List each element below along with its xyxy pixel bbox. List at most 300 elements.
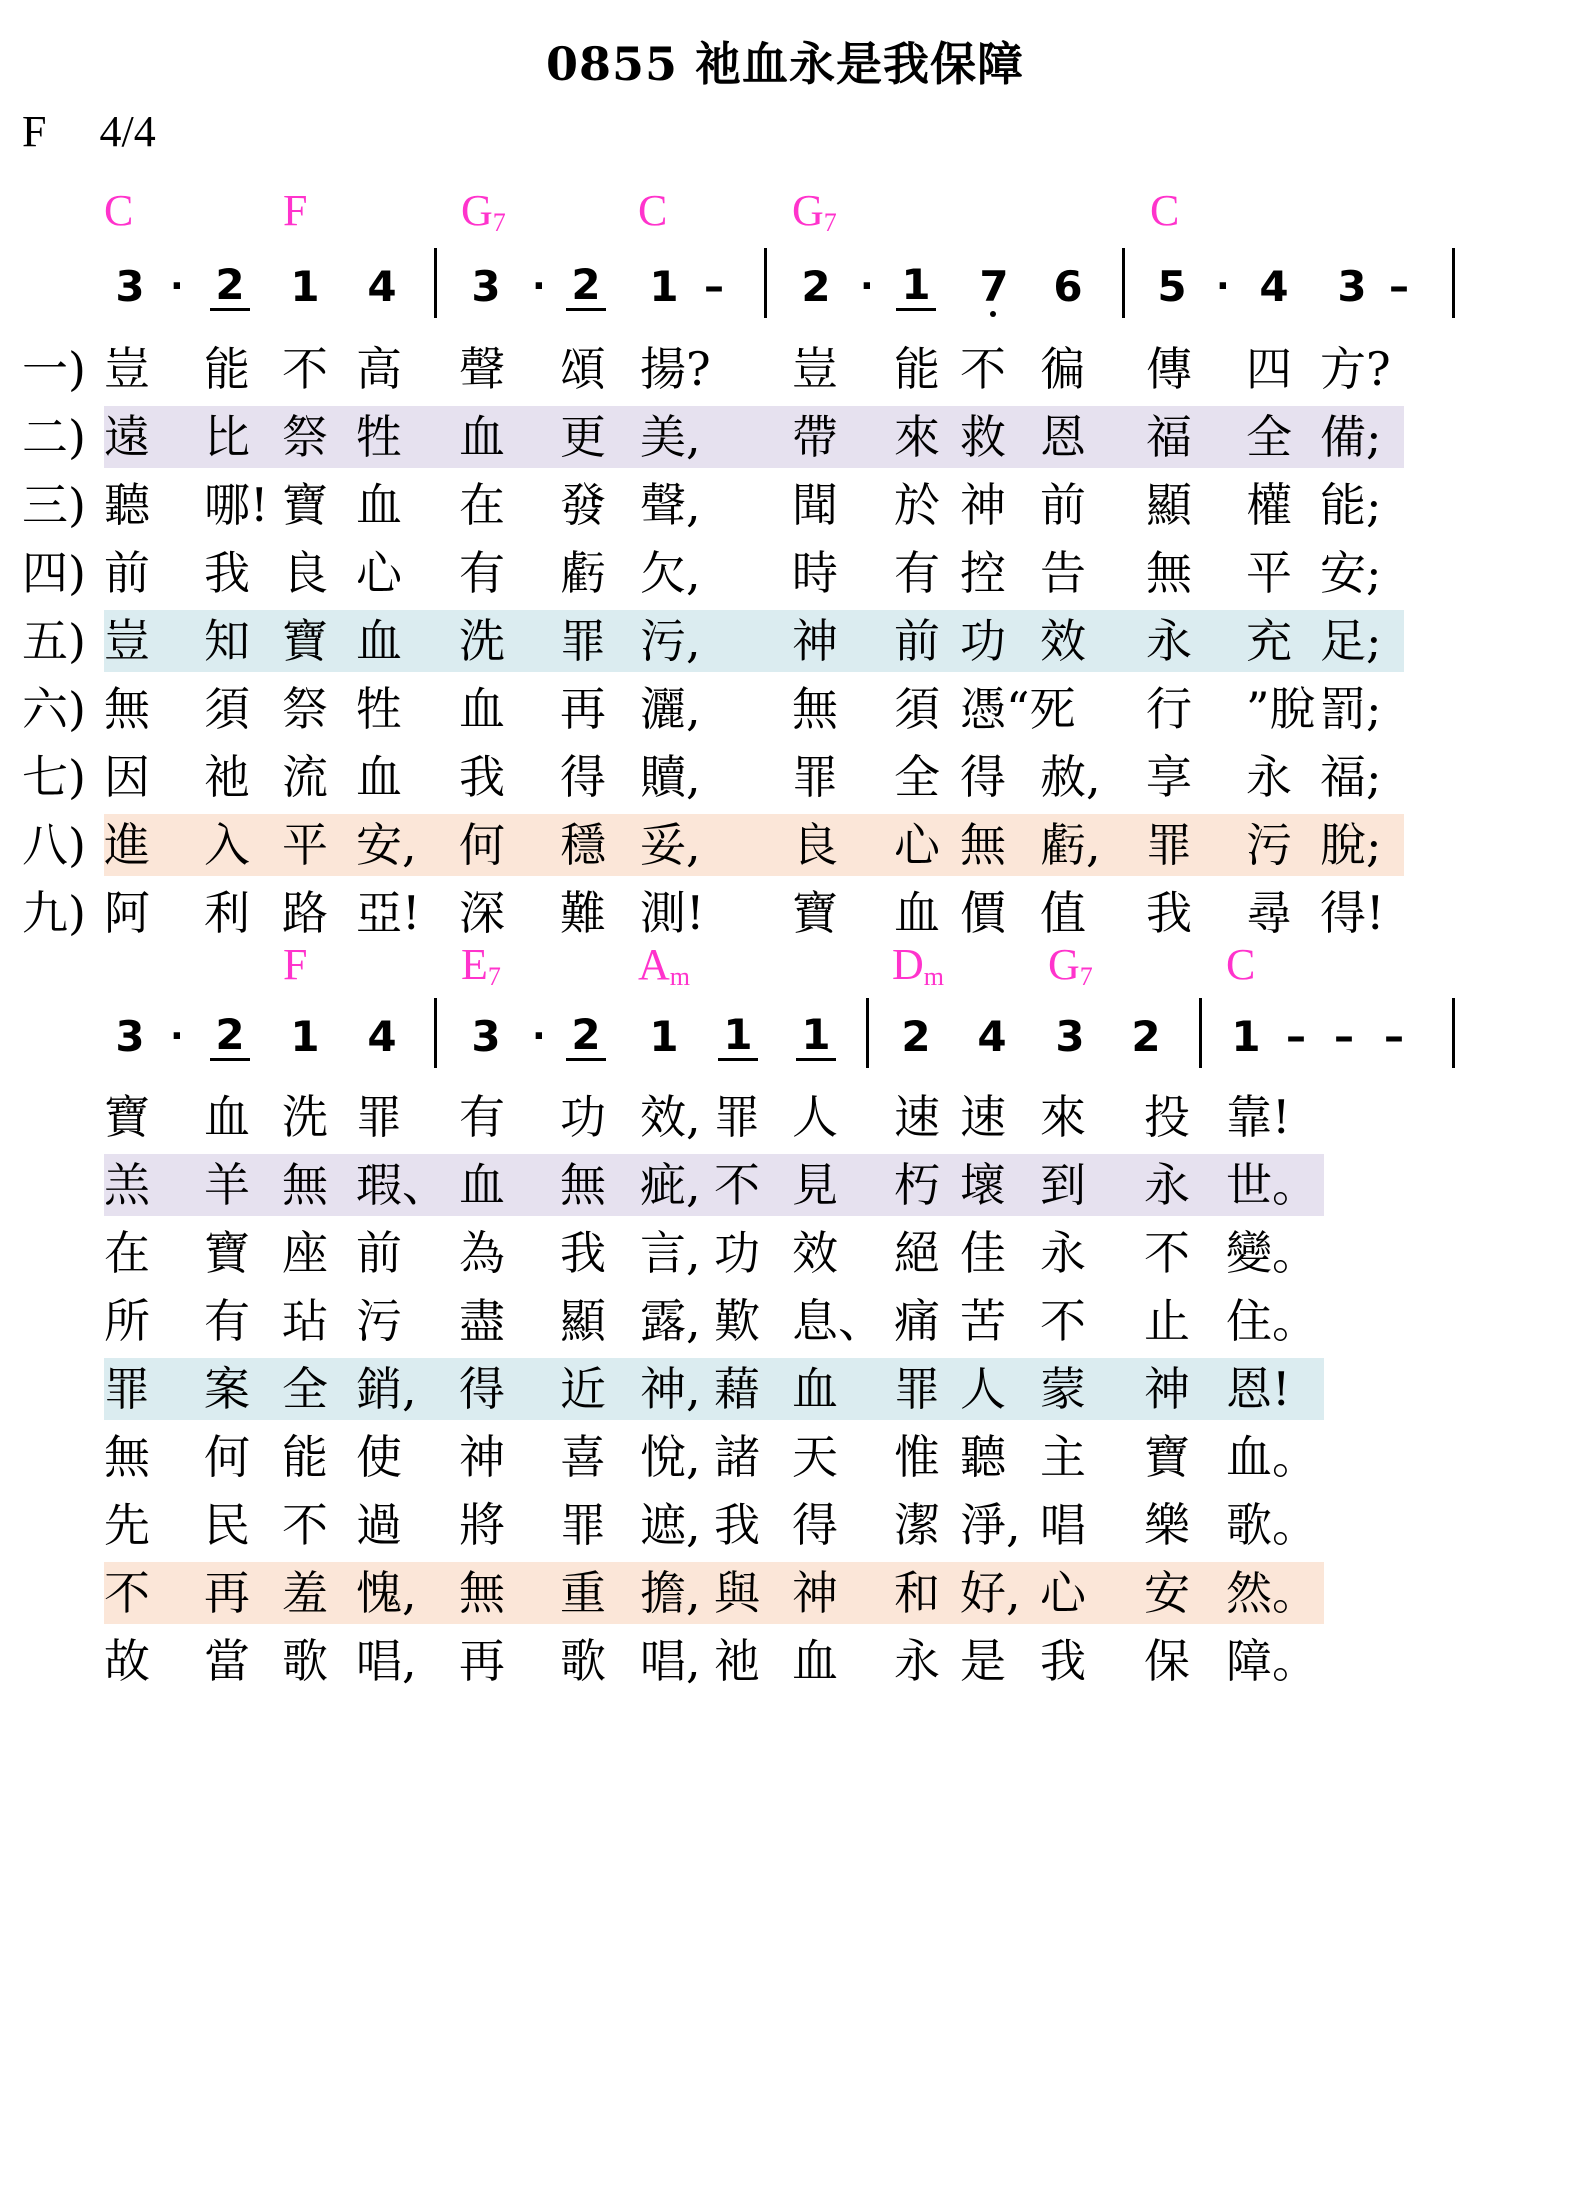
lyric-syllable: 良 bbox=[282, 546, 328, 600]
lyric-syllable: 有 bbox=[894, 546, 940, 600]
lyric-syllable: 和 bbox=[894, 1566, 940, 1620]
lyric-syllable: 寶 bbox=[282, 614, 328, 668]
lyric-syllable: 聞 bbox=[792, 478, 838, 532]
lyric-syllable: 功 bbox=[714, 1226, 760, 1280]
lyric-syllable: 近 bbox=[560, 1362, 606, 1416]
lyric-syllable: 我 bbox=[459, 750, 505, 804]
duration-dot: · bbox=[1216, 266, 1230, 307]
lyric-syllable: 污, bbox=[640, 614, 701, 668]
chord-quality: m bbox=[669, 962, 691, 991]
lyric-syllable: 全 bbox=[1246, 410, 1292, 464]
chord-root: G bbox=[1048, 940, 1080, 989]
lyric-syllable: 得 bbox=[792, 1498, 838, 1552]
lyric-syllable: 告 bbox=[1040, 546, 1086, 600]
verse-number: 六) bbox=[22, 682, 86, 736]
note: 1 bbox=[1231, 1012, 1261, 1061]
lyric-syllable: 不 bbox=[282, 342, 328, 396]
lyric-syllable: 憑“死 bbox=[960, 682, 1076, 736]
chord-quality: 7 bbox=[1079, 962, 1093, 991]
note: 4 bbox=[367, 262, 397, 311]
chord-symbol bbox=[892, 940, 944, 990]
chord-quality: m bbox=[923, 962, 945, 991]
chord-root: C bbox=[1226, 940, 1256, 989]
lyric-syllable: 充 bbox=[1246, 614, 1292, 668]
lyric-syllable: 淨, bbox=[960, 1498, 1021, 1552]
lyric-syllable: 有 bbox=[459, 546, 505, 600]
key-time-signature bbox=[22, 106, 198, 157]
lyric-syllable: 得 bbox=[960, 750, 1006, 804]
lyric-syllable: 祂 bbox=[204, 750, 250, 804]
lyric-syllable: 神 bbox=[960, 478, 1006, 532]
lyric-syllable: 壞 bbox=[960, 1158, 1006, 1212]
lyric-syllable: 為 bbox=[459, 1226, 505, 1280]
lyric-syllable: 我 bbox=[204, 546, 250, 600]
lyric-syllable: 羞 bbox=[282, 1566, 328, 1620]
lyric-syllable: 座 bbox=[282, 1226, 328, 1280]
lyric-syllable: 豈 bbox=[792, 342, 838, 396]
lyric-syllable: 過 bbox=[356, 1498, 402, 1552]
lyric-syllable: 再 bbox=[560, 682, 606, 736]
lyric-syllable: 安 bbox=[1144, 1566, 1190, 1620]
lyric-syllable: 喜 bbox=[560, 1430, 606, 1484]
lyric-syllable: 前 bbox=[1040, 478, 1086, 532]
lyric-syllable: 重 bbox=[560, 1566, 606, 1620]
lyric-syllable: 永 bbox=[1144, 1158, 1190, 1212]
note: 3 bbox=[115, 1012, 145, 1061]
lyric-syllable: 血 bbox=[459, 1158, 505, 1212]
chord-quality: 7 bbox=[487, 962, 501, 991]
lyric-syllable: 值 bbox=[1040, 886, 1086, 940]
lyric-syllable: 來 bbox=[1040, 1090, 1086, 1144]
lyric-syllable: 不 bbox=[104, 1566, 150, 1620]
chord-root: F bbox=[283, 186, 308, 235]
lyric-syllable: 前 bbox=[356, 1226, 402, 1280]
lyric-syllable: 美, bbox=[640, 410, 701, 464]
lyric-syllable: 能 bbox=[282, 1430, 328, 1484]
lyric-syllable: 寶 bbox=[204, 1226, 250, 1280]
lyric-syllable: 得! bbox=[1320, 886, 1385, 940]
lyric-syllable: 權 bbox=[1246, 478, 1292, 532]
lyric-syllable: 入 bbox=[204, 818, 250, 872]
lyric-syllable: 灑, bbox=[640, 682, 701, 736]
lyric-syllable: 恩! bbox=[1226, 1362, 1291, 1416]
note: 6 bbox=[1053, 262, 1083, 311]
lyric-syllable: 得 bbox=[560, 750, 606, 804]
verse-number: 二) bbox=[22, 410, 86, 464]
lyric-syllable: 盡 bbox=[459, 1294, 505, 1348]
barline bbox=[434, 998, 437, 1068]
duration-dot: · bbox=[860, 266, 874, 307]
lyric-syllable: 聽 bbox=[104, 478, 150, 532]
verse-number: 四) bbox=[22, 546, 86, 600]
note: 1 bbox=[290, 1012, 320, 1061]
lyric-syllable: 羊 bbox=[204, 1158, 250, 1212]
lyric-syllable: 露, bbox=[640, 1294, 701, 1348]
lyric-syllable: 牲 bbox=[356, 410, 402, 464]
lyric-syllable: 唱 bbox=[1040, 1498, 1086, 1552]
lyric-syllable: 唱, bbox=[640, 1634, 701, 1688]
lyric-syllable: 再 bbox=[204, 1566, 250, 1620]
lyric-syllable: 罪 bbox=[560, 614, 606, 668]
lyric-syllable: 亞! bbox=[356, 886, 421, 940]
note: 4 bbox=[1259, 262, 1289, 311]
lyric-syllable: 我 bbox=[1040, 1634, 1086, 1688]
lyric-syllable: 樂 bbox=[1144, 1498, 1190, 1552]
chord-root: C bbox=[638, 186, 668, 235]
lyric-syllable: 心 bbox=[1040, 1566, 1086, 1620]
lyric-syllable: 享 bbox=[1146, 750, 1192, 804]
lyric-syllable: 所 bbox=[104, 1294, 150, 1348]
note: 3 bbox=[471, 262, 501, 311]
chord-symbol bbox=[792, 186, 837, 236]
lyric-syllable: 血。 bbox=[1226, 1430, 1318, 1484]
lyric-syllable: 寶 bbox=[1144, 1430, 1190, 1484]
lyric-syllable: 歌 bbox=[282, 1634, 328, 1688]
barline bbox=[1122, 248, 1125, 318]
lyric-syllable: 能 bbox=[204, 342, 250, 396]
lyric-syllable: 心 bbox=[356, 546, 402, 600]
lyric-syllable: 人 bbox=[792, 1090, 838, 1144]
lyric-syllable: 羔 bbox=[104, 1158, 150, 1212]
lyric-syllable: 虧 bbox=[560, 546, 606, 600]
lyric-syllable: 聲 bbox=[459, 342, 505, 396]
lyric-syllable: 血 bbox=[459, 682, 505, 736]
lyric-syllable: 無 bbox=[282, 1158, 328, 1212]
chord-symbol bbox=[1150, 186, 1179, 236]
lyric-syllable: 好, bbox=[960, 1566, 1021, 1620]
chord-symbol bbox=[1048, 940, 1093, 990]
octave-dot-below bbox=[990, 311, 996, 317]
lyric-syllable: 遠 bbox=[104, 410, 150, 464]
lyric-syllable: 比 bbox=[204, 410, 250, 464]
verse-number: 三) bbox=[22, 478, 86, 532]
lyric-syllable: 豈 bbox=[104, 342, 150, 396]
lyric-syllable: 諸 bbox=[714, 1430, 760, 1484]
lyric-syllable: 速 bbox=[960, 1090, 1006, 1144]
lyric-syllable: 愧, bbox=[356, 1566, 417, 1620]
note: 1 bbox=[718, 1012, 758, 1061]
note: 2 bbox=[210, 1012, 250, 1061]
chord-symbol bbox=[283, 940, 307, 990]
chord-quality: 7 bbox=[492, 208, 506, 237]
lyric-syllable: 止 bbox=[1144, 1294, 1190, 1348]
note: 3 bbox=[1055, 1012, 1085, 1061]
lyric-syllable: 血 bbox=[356, 614, 402, 668]
note: 7 bbox=[974, 262, 1014, 312]
lyric-syllable: 平 bbox=[1246, 546, 1292, 600]
chord-quality: 7 bbox=[823, 208, 837, 237]
note: 2 bbox=[210, 262, 250, 311]
chord-root: G bbox=[461, 186, 493, 235]
lyric-syllable: 顯 bbox=[1146, 478, 1192, 532]
lyric-syllable: 神 bbox=[792, 614, 838, 668]
lyric-syllable: 歌。 bbox=[1226, 1498, 1318, 1552]
key-signature: F bbox=[22, 107, 47, 156]
lyric-syllable: 玷 bbox=[282, 1294, 328, 1348]
lyric-syllable: 永 bbox=[1040, 1226, 1086, 1280]
verse-number: 八) bbox=[22, 818, 86, 872]
lyric-syllable: 何 bbox=[459, 818, 505, 872]
lyric-syllable: 蒙 bbox=[1040, 1362, 1086, 1416]
lyric-syllable: 帶 bbox=[792, 410, 838, 464]
lyric-syllable: 在 bbox=[459, 478, 505, 532]
verse-number: 五) bbox=[22, 614, 86, 668]
lyric-syllable: 得 bbox=[459, 1362, 505, 1416]
lyric-syllable: 不 bbox=[1040, 1294, 1086, 1348]
lyric-syllable: 於 bbox=[894, 478, 940, 532]
lyric-syllable: 何 bbox=[204, 1430, 250, 1484]
duration-dot: · bbox=[170, 266, 184, 307]
lyric-syllable: 血 bbox=[204, 1090, 250, 1144]
lyric-syllable: 欠, bbox=[640, 546, 701, 600]
lyric-syllable: 不 bbox=[714, 1158, 760, 1212]
lyric-syllable: 障。 bbox=[1226, 1634, 1318, 1688]
lyric-syllable: 足; bbox=[1320, 614, 1382, 668]
lyric-syllable: 血 bbox=[894, 886, 940, 940]
lyric-syllable: 豈 bbox=[104, 614, 150, 668]
lyric-syllable: 虧, bbox=[1040, 818, 1101, 872]
lyric-syllable: 測! bbox=[640, 886, 705, 940]
lyric-syllable: 能 bbox=[894, 342, 940, 396]
chord-symbol bbox=[638, 940, 690, 990]
lyric-syllable: 永 bbox=[1246, 750, 1292, 804]
lyric-syllable: 罪 bbox=[560, 1498, 606, 1552]
lyric-syllable: 行 bbox=[1146, 682, 1192, 736]
lyric-syllable: 疵, bbox=[640, 1158, 701, 1212]
lyric-syllable: 永 bbox=[1146, 614, 1192, 668]
lyric-syllable: 無 bbox=[792, 682, 838, 736]
sustain-dash: – bbox=[1389, 264, 1409, 310]
verse-number: 九) bbox=[22, 886, 86, 940]
lyric-syllable: 功 bbox=[960, 614, 1006, 668]
lyric-syllable: 神 bbox=[459, 1430, 505, 1484]
time-signature: 4/4 bbox=[99, 107, 156, 156]
lyric-syllable: 無 bbox=[560, 1158, 606, 1212]
note: 1 bbox=[649, 262, 679, 311]
lyric-syllable: 苦 bbox=[960, 1294, 1006, 1348]
lyric-syllable: 福; bbox=[1320, 750, 1382, 804]
lyric-syllable: 見 bbox=[792, 1158, 838, 1212]
lyric-syllable: 脫; bbox=[1320, 818, 1382, 872]
lyric-syllable: 血 bbox=[792, 1634, 838, 1688]
lyric-syllable: 污 bbox=[356, 1294, 402, 1348]
lyric-syllable: 聽 bbox=[960, 1430, 1006, 1484]
lyric-syllable: 高 bbox=[356, 342, 402, 396]
note: 1 bbox=[896, 262, 936, 311]
duration-dot: · bbox=[532, 1016, 546, 1057]
lyric-syllable: 罪 bbox=[104, 1362, 150, 1416]
verse-number: 一) bbox=[22, 342, 86, 396]
lyric-syllable: 知 bbox=[204, 614, 250, 668]
lyric-syllable: 血 bbox=[459, 410, 505, 464]
lyric-syllable: 潔 bbox=[894, 1498, 940, 1552]
lyric-syllable: 前 bbox=[104, 546, 150, 600]
note: 1 bbox=[290, 262, 320, 311]
note: 2 bbox=[801, 262, 831, 311]
lyric-syllable: 瑕、 bbox=[356, 1158, 448, 1212]
lyric-syllable: 無 bbox=[459, 1566, 505, 1620]
lyric-syllable: 效, bbox=[640, 1090, 701, 1144]
sustain-dash: – bbox=[1384, 1014, 1404, 1060]
chord-symbol bbox=[283, 186, 307, 236]
barline bbox=[866, 998, 869, 1068]
chord-root: D bbox=[892, 940, 924, 989]
lyric-syllable: 因 bbox=[104, 750, 150, 804]
lyric-syllable: 無 bbox=[104, 1430, 150, 1484]
lyric-syllable: 污 bbox=[1246, 818, 1292, 872]
barline bbox=[1199, 998, 1202, 1068]
barline bbox=[1452, 248, 1455, 318]
note: 3 bbox=[115, 262, 145, 311]
lyric-syllable: 恩 bbox=[1040, 410, 1086, 464]
lyric-syllable: 四 bbox=[1246, 342, 1292, 396]
chord-symbol bbox=[638, 186, 667, 236]
lyric-syllable: 痛 bbox=[894, 1294, 940, 1348]
lyric-syllable: 神 bbox=[792, 1566, 838, 1620]
lyric-syllable: 我 bbox=[560, 1226, 606, 1280]
chord-symbol bbox=[461, 940, 501, 990]
lyric-syllable: 效 bbox=[1040, 614, 1086, 668]
lyric-syllable: 祭 bbox=[282, 682, 328, 736]
lyric-syllable: 尋 bbox=[1246, 886, 1292, 940]
lyric-syllable: 息、 bbox=[792, 1294, 884, 1348]
note: 3 bbox=[1337, 262, 1367, 311]
lyric-syllable: 民 bbox=[204, 1498, 250, 1552]
lyric-syllable: 到 bbox=[1040, 1158, 1086, 1212]
lyric-syllable: 我 bbox=[1146, 886, 1192, 940]
lyric-syllable: 惟 bbox=[894, 1430, 940, 1484]
lyric-syllable: 將 bbox=[459, 1498, 505, 1552]
duration-dot: · bbox=[170, 1016, 184, 1057]
lyric-syllable: 速 bbox=[894, 1090, 940, 1144]
note: 2 bbox=[566, 1012, 606, 1061]
lyric-syllable: 難 bbox=[560, 886, 606, 940]
lyric-syllable: 祂 bbox=[714, 1634, 760, 1688]
lyric-syllable: 主 bbox=[1040, 1430, 1086, 1484]
chord-symbol bbox=[104, 186, 133, 236]
lyric-syllable: 顯 bbox=[560, 1294, 606, 1348]
lyric-syllable: 良 bbox=[792, 818, 838, 872]
lyric-syllable: 前 bbox=[894, 614, 940, 668]
lyric-syllable: 保 bbox=[1144, 1634, 1190, 1688]
lyric-syllable: 方? bbox=[1320, 342, 1391, 396]
lyric-syllable: 血 bbox=[356, 750, 402, 804]
note: 2 bbox=[1131, 1012, 1161, 1061]
lyric-syllable: 阿 bbox=[104, 886, 150, 940]
lyric-syllable: 世。 bbox=[1226, 1158, 1318, 1212]
chord-root: G bbox=[792, 186, 824, 235]
lyric-syllable: 安, bbox=[356, 818, 417, 872]
chord-symbol bbox=[1226, 940, 1255, 990]
lyric-syllable: 絕 bbox=[894, 1226, 940, 1280]
lyric-syllable: 洗 bbox=[459, 614, 505, 668]
lyric-syllable: 變。 bbox=[1226, 1226, 1318, 1280]
lyric-syllable: 在 bbox=[104, 1226, 150, 1280]
lyric-syllable: 當 bbox=[204, 1634, 250, 1688]
lyric-syllable: 歎 bbox=[714, 1294, 760, 1348]
lyric-syllable: 罪 bbox=[894, 1362, 940, 1416]
hymn-title: 0855 祂血永是我保障 bbox=[545, 37, 1025, 91]
lyric-syllable: 福 bbox=[1146, 410, 1192, 464]
lyric-syllable: 須 bbox=[894, 682, 940, 736]
lyric-syllable: 徧 bbox=[1040, 342, 1086, 396]
note: 1 bbox=[649, 1012, 679, 1061]
note: 3 bbox=[471, 1012, 501, 1061]
lyric-syllable: 永 bbox=[894, 1634, 940, 1688]
lyric-syllable: 是 bbox=[960, 1634, 1006, 1688]
lyric-syllable: 傳 bbox=[1146, 342, 1192, 396]
lyric-syllable: 悅, bbox=[640, 1430, 701, 1484]
lyric-syllable: 使 bbox=[356, 1430, 402, 1484]
lyric-syllable: 人 bbox=[960, 1362, 1006, 1416]
lyric-syllable: 與 bbox=[714, 1566, 760, 1620]
lyric-syllable: 進 bbox=[104, 818, 150, 872]
lyric-syllable: 寶 bbox=[282, 478, 328, 532]
lyric-syllable: 不 bbox=[960, 342, 1006, 396]
lyric-syllable: 住。 bbox=[1226, 1294, 1318, 1348]
lyric-syllable: 神, bbox=[640, 1362, 701, 1416]
lyric-syllable: 全 bbox=[894, 750, 940, 804]
lyric-syllable: 銷, bbox=[356, 1362, 417, 1416]
note: 2 bbox=[566, 262, 606, 311]
lyric-syllable: 效 bbox=[792, 1226, 838, 1280]
lyric-syllable: 心 bbox=[894, 818, 940, 872]
chord-root: A bbox=[638, 940, 670, 989]
lyric-syllable: 平 bbox=[282, 818, 328, 872]
lyric-syllable: 備; bbox=[1320, 410, 1382, 464]
lyric-syllable: 無 bbox=[960, 818, 1006, 872]
note: 2 bbox=[901, 1012, 931, 1061]
lyric-syllable: 贖, bbox=[640, 750, 701, 804]
lyric-syllable: 寶 bbox=[104, 1090, 150, 1144]
lyric-syllable: 聲, bbox=[640, 478, 701, 532]
lyric-syllable: 無 bbox=[1146, 546, 1192, 600]
lyric-syllable: 哪! bbox=[204, 478, 269, 532]
lyric-syllable: 罪 bbox=[356, 1090, 402, 1144]
lyric-syllable: 罪 bbox=[792, 750, 838, 804]
barline bbox=[1452, 998, 1455, 1068]
lyric-syllable: 歌 bbox=[560, 1634, 606, 1688]
lyric-syllable: 投 bbox=[1144, 1090, 1190, 1144]
lyric-syllable: 揚? bbox=[640, 342, 711, 396]
sustain-dash: – bbox=[1334, 1014, 1354, 1060]
chord-symbol bbox=[461, 186, 506, 236]
lyric-syllable: 祭 bbox=[282, 410, 328, 464]
note: 1 bbox=[796, 1012, 836, 1061]
note: 4 bbox=[367, 1012, 397, 1061]
lyric-syllable: 頌 bbox=[560, 342, 606, 396]
lyric-syllable: 血 bbox=[356, 478, 402, 532]
lyric-syllable: 洗 bbox=[282, 1090, 328, 1144]
lyric-syllable: 罪 bbox=[714, 1090, 760, 1144]
lyric-syllable: 案 bbox=[204, 1362, 250, 1416]
lyric-syllable: 深 bbox=[459, 886, 505, 940]
lyric-syllable: 牲 bbox=[356, 682, 402, 736]
lyric-syllable: 遮, bbox=[640, 1498, 701, 1552]
lyric-syllable: 寶 bbox=[792, 886, 838, 940]
lyric-syllable: 天 bbox=[792, 1430, 838, 1484]
lyric-syllable: 更 bbox=[560, 410, 606, 464]
lyric-syllable: 控 bbox=[960, 546, 1006, 600]
barline bbox=[764, 248, 767, 318]
lyric-syllable: 全 bbox=[282, 1362, 328, 1416]
lyric-syllable: 有 bbox=[459, 1090, 505, 1144]
sustain-dash: – bbox=[1286, 1014, 1306, 1060]
duration-dot: · bbox=[532, 266, 546, 307]
lyric-syllable: 流 bbox=[282, 750, 328, 804]
lyric-syllable: 我 bbox=[714, 1498, 760, 1552]
chord-root: F bbox=[283, 940, 308, 989]
